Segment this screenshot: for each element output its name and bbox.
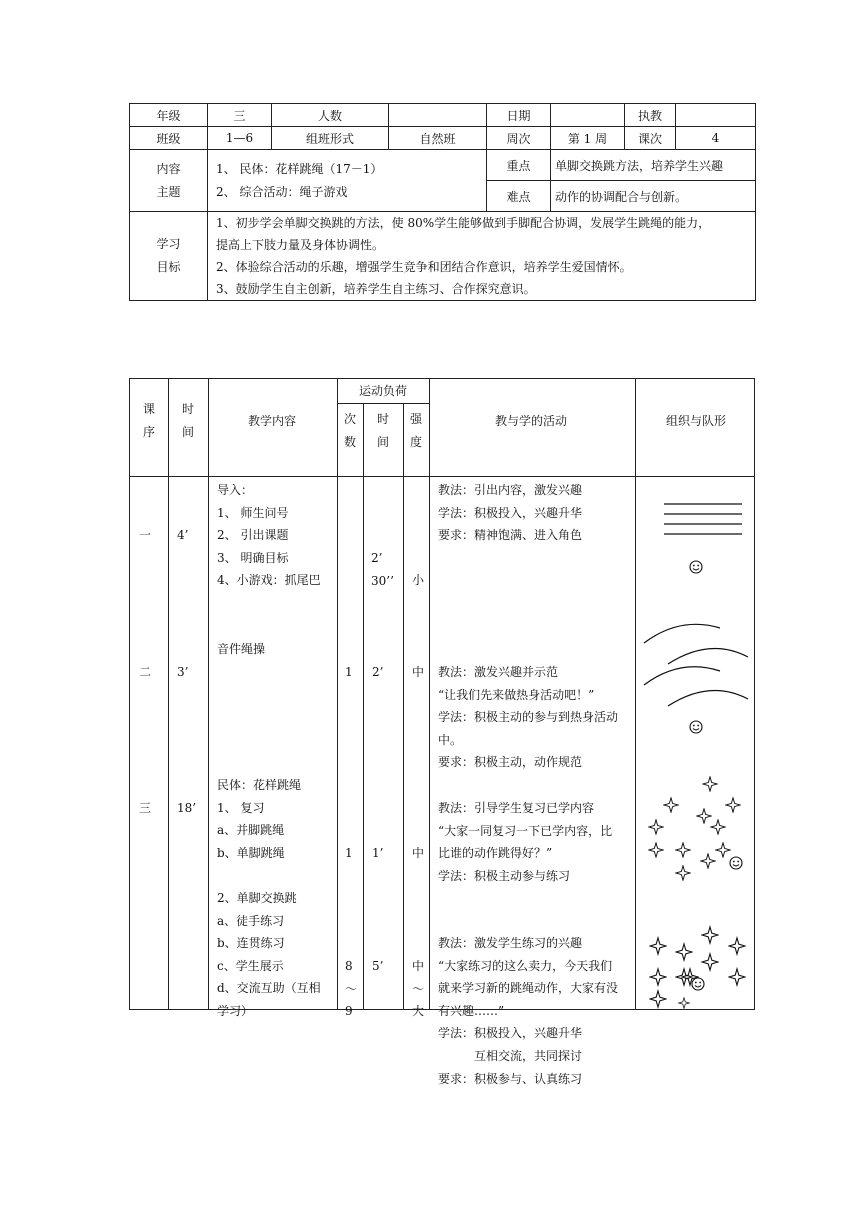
lesson-label: 课次 <box>625 127 676 150</box>
form-label: 组班形式 <box>272 127 389 150</box>
section-2-time: 3’ <box>177 665 189 679</box>
col-formation-heading: 组织与队形 <box>666 414 727 428</box>
four-point-star-icon <box>701 854 715 868</box>
section-1-load-time: 2’ 30’’ <box>371 551 394 588</box>
four-point-star-icon <box>711 820 725 834</box>
objective-line: 提高上下肢力量及身体协调性。 <box>216 238 385 252</box>
four-point-star-icon <box>649 820 663 834</box>
four-point-star-icon <box>649 843 663 857</box>
section-3-intensity-b: 中 ～ 大 <box>412 959 425 1019</box>
section-3-intensity-a: 中 <box>412 846 425 860</box>
four-point-star-icon <box>679 998 690 1009</box>
section-1-time: 4’ <box>177 528 189 542</box>
four-point-star-icon <box>650 991 666 1007</box>
section-2-activity: 教法：激发兴趣并示范 “让我们先来做热身活动吧！” 学法：积极主动的参与到热身活动 中。 要求：积极主动，动作规范 <box>438 665 619 770</box>
objectives-text <box>208 212 756 301</box>
smiley-icon <box>730 857 742 869</box>
col-activity-heading: 教与学的活动 <box>495 414 568 428</box>
teacher-value <box>676 104 756 127</box>
content-label: 内容 主题 <box>130 150 208 212</box>
col-intensity-heading: 强 度 <box>410 412 423 449</box>
section-2-intensity: 中 <box>412 665 425 679</box>
section-1-activity: 教法：引出内容，激发兴趣 学法：积极投入，兴趣升华 要求：精神饱满、进入角色 <box>438 483 583 543</box>
col-order-heading: 课 序 <box>143 402 156 439</box>
objective-line: 3、鼓励学生自主创新，培养学生自主练习、合作探究意识。 <box>216 282 536 296</box>
formation-diagrams <box>636 477 756 1009</box>
section-1-order: 一 <box>139 528 152 542</box>
class-value: 1—6 <box>208 127 272 150</box>
four-point-star-icon <box>650 938 666 954</box>
date-value <box>551 104 625 127</box>
lesson-value: 4 <box>676 127 756 150</box>
col-count-heading: 次 数 <box>344 412 357 449</box>
grade-value: 三 <box>208 104 272 127</box>
four-point-star-icon <box>729 969 745 985</box>
four-point-star-icon <box>726 798 740 812</box>
week-label: 周次 <box>487 127 551 150</box>
four-point-star-icon <box>676 866 690 880</box>
section-3-load-time-b: 5’ <box>372 959 384 973</box>
difficulty-value: 动作的协调配合与创新。 <box>551 181 756 212</box>
content-items <box>208 150 487 212</box>
class-label: 班级 <box>130 127 208 150</box>
four-point-star-icon <box>650 969 666 985</box>
col-time-heading: 时 间 <box>182 402 195 439</box>
section-2-order: 二 <box>139 665 152 679</box>
formation-stars-review <box>649 777 742 880</box>
key-value: 单脚交换跳方法，培养学生兴趣 <box>551 150 756 181</box>
four-point-star-icon <box>702 927 718 943</box>
form-value: 自然班 <box>389 127 487 150</box>
key-label: 重点 <box>487 150 551 181</box>
col-load-time-heading: 时 间 <box>377 412 390 449</box>
section-3-count-b: 8 ～ 9 <box>345 959 358 1019</box>
section-3-load-time-a: 1’ <box>372 846 384 860</box>
content-item-2: 2、 综合活动：绳子游戏 <box>216 184 348 199</box>
four-point-star-icon <box>716 843 730 857</box>
section-1-content: 导入： 1、 师生问号 2、 引出课题 3、 明确目标 4、小游戏：抓尾巴 <box>217 483 321 588</box>
section-3-activity-a: 教法：引导学生复习已学内容 “大家一同复习一下已学内容，比 比谁的动作跳得好？” 学法：积极主动参与练习 <box>438 801 613 883</box>
four-point-star-icon <box>664 798 678 812</box>
section-1-intensity: 小 <box>412 573 425 587</box>
objective-line: 1、初步学会单脚交换跳的方法，使 80%学生能够做到手脚配合协调，发展学生跳绳的能力， <box>216 216 711 230</box>
objective-line: 2、体验综合活动的乐趣，增强学生竞争和团结合作意识，培养学生爱国情怀。 <box>216 260 632 274</box>
smiley-icon <box>690 561 702 573</box>
four-point-star-icon <box>697 809 711 823</box>
difficulty-label: 难点 <box>487 181 551 212</box>
header-table <box>129 103 756 301</box>
week-value: 第 1 周 <box>551 127 625 150</box>
four-point-star-icon <box>702 954 718 970</box>
section-3-count-a: 1 <box>345 846 353 860</box>
four-point-star-icon <box>676 944 692 960</box>
lesson-body <box>129 378 755 1086</box>
lesson-plan-sheet <box>129 103 755 1086</box>
four-point-star-icon <box>703 777 717 791</box>
teacher-label: 执教 <box>625 104 676 127</box>
section-2-load-time: 2’ <box>372 665 384 679</box>
formation-arcs <box>644 624 748 706</box>
four-point-star-icon <box>729 938 745 954</box>
smiley-icon <box>692 978 704 990</box>
section-2-content: 音件绳操 <box>217 642 266 656</box>
section-2-count: 1 <box>345 665 353 679</box>
date-label: 日期 <box>487 104 551 127</box>
col-load-heading: 运动负荷 <box>359 384 408 398</box>
four-point-star-icon <box>676 843 690 857</box>
section-3-content: 民体：花样跳绳 1、 复习 a、并脚跳绳 b、单脚跳绳 2、单脚交换跳 a、徒手练习 b、连贯练习 c、学生展示 d、交流互助（互相 学习） <box>217 778 321 1018</box>
formation-stars-practice <box>650 927 745 1008</box>
section-3-order: 三 <box>139 801 152 815</box>
formation-lines <box>664 504 742 534</box>
count-value <box>389 104 487 127</box>
section-3-time: 18’ <box>177 801 197 815</box>
content-item-1: 1、 民体：花样跳绳（17－1） <box>216 161 383 176</box>
objectives-label: 学习 目标 <box>130 212 208 301</box>
grade-label: 年级 <box>130 104 208 127</box>
count-label: 人数 <box>272 104 389 127</box>
section-3-activity-b: 教法：激发学生练习的兴趣 “大家练习的这么卖力，今天我们 就来学习新的跳绳动作，大家有没 有兴趣……” 学法：积极投入，兴趣升华 互相交流，共同探讨 要求：积极参与、认真练习 <box>438 936 619 1086</box>
col-content-heading: 教学内容 <box>248 414 297 428</box>
smiley-icon <box>690 721 702 733</box>
